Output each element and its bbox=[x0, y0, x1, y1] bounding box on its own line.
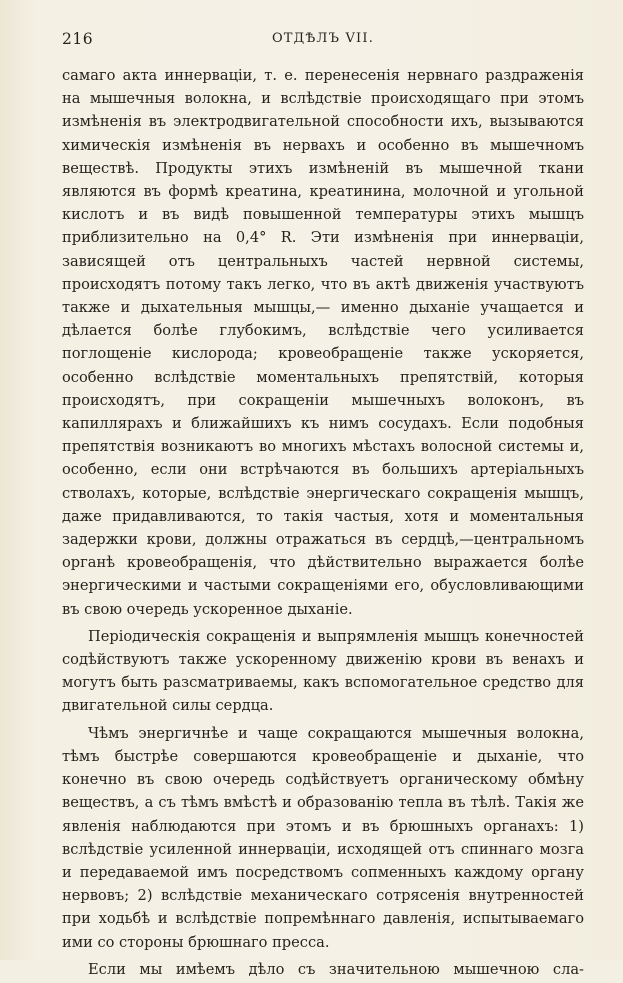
paragraph-limb-contractions: Періодическія сокращенія и выпрямленія мышцъ конечностей содѣйствуютъ также ускоренному движенію крови въ венахъ и могутъ быть разсматриваемы, какъ вспомогательное средство для двигательной силы сердца. bbox=[62, 627, 584, 715]
page-header bbox=[62, 30, 584, 52]
page-number: 216 bbox=[62, 30, 94, 48]
paragraph-circulation-respiration: Чѣмъ энергичнѣе и чаще сокращаются мышечныя волокна, тѣмъ быстрѣе совершаются кровеобращеніе и дыханіе, что конечно въ свою очередь содѣйствуетъ органическому обмѣну веществъ, а съ тѣмъ вмѣстѣ и образованію тепла въ тѣлѣ. Такія же явленія наблюдаются при этомъ и въ брюшныхъ органахъ: 1) вслѣдствіе усиленной иннерваціи, исходящей отъ спиннаго мозга и передаваемой имъ посредствомъ сопменныхъ каждому органу нервовъ; 2) вслѣдствіе механическаго сотрясенія внутренностей при ходьбѣ и вслѣдствіе попремѣннаго давленія, испытываемаго ими со стороны брюшнаго пресса. bbox=[62, 724, 584, 951]
body-text bbox=[62, 64, 584, 983]
paragraph-final-line: Если мы имѣемъ дѣло съ значительною мышечною сла- bbox=[88, 960, 584, 978]
paragraph-continuation: самаго акта иннерваціи, т. е. перенесенія нервнаго раздраженія на мышечныя волокна, и вслѣдствіе происходящаго при этомъ измѣненія въ электродвигательной способности ихъ, вызываются химическія измѣненія въ нервахъ и особенно въ мышечномъ веществѣ. Продукты этихъ измѣненій въ мышечной ткани являются въ формѣ креатина, креатинина, молочной и угольной кислотъ и въ видѣ повышенной температуры этихъ мышцъ приблизительно на 0,4° R. Эти измѣненія при иннерваціи, зависящей отъ центральныхъ частей нервной системы, происходятъ потому такъ легко, что въ актѣ движенія участвуютъ также и дыхательныя мышцы,— именно дыханіе учащается и дѣлается болѣе глубокимъ, вслѣдствіе чего усиливается поглощеніе кислорода; кровеобращеніе также ускоряется, особенно вслѣдствіе моментальныхъ препятствій, которыя происходятъ, при сокращеніи мышечныхъ волоконъ, въ капиллярахъ и ближайшихъ къ нимъ сосудахъ. Если подобныя препятствія возникаютъ во многихъ мѣстахъ волосной системы и, особенно, если они встрѣчаются въ большихъ артеріальныхъ стволахъ, которые, вслѣдствіе энергическаго сокращенія мышцъ, даже придавливаются, то такія частыя, хотя и моментальныя задержки крови, должны отражаться въ сердцѣ,—центральномъ органѣ кровеобращенія, что дѣйствительно выражается болѣе энергическими и частыми сокращеніями его, обусловливающими въ свою очередь ускоренное дыханіе. bbox=[62, 67, 584, 618]
running-head: ОТДѢЛЪ VII. bbox=[271, 31, 375, 46]
